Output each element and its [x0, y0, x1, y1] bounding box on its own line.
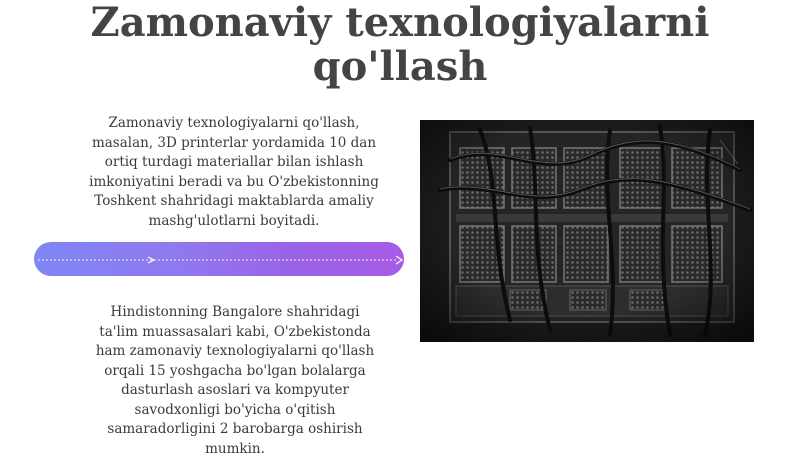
paragraph-1-line: ortiq turdagi materiallar bilan ishlash — [104, 154, 364, 170]
paragraph-2-line: ta'lim muassasalari kabi, O'zbekistonda — [99, 323, 371, 340]
paragraph-2-line: dasturlash asoslari va kompyuter — [121, 382, 349, 398]
paragraph-1 — [64, 114, 404, 231]
server-rack-illustration — [420, 120, 754, 342]
paragraph-1-line: mashg'ulotlarni boyitadi. — [148, 212, 320, 229]
title-line-2: qo'llash — [312, 43, 488, 90]
paragraph-2 — [60, 303, 410, 459]
bar-arrow-line — [34, 242, 404, 276]
paragraph-2-line: samaradorligini 2 barobarga oshirish — [107, 421, 363, 437]
paragraph-2-line: Hindistonning Bangalore shahridagi — [110, 304, 360, 320]
paragraph-1-line: imkoniyatini beradi va bu O'zbekistonning — [89, 173, 379, 190]
paragraph-1-line: masalan, 3D printerlar yordamida 10 dan — [91, 134, 377, 151]
paragraph-1-line: Zamonaviy texnologiyalarni qo'llash, — [108, 115, 360, 131]
paragraph-2-line: orqali 15 yoshgacha bo'lgan bolalarga — [104, 362, 366, 379]
title-line-1: Zamonaviy texnologiyalarni — [90, 0, 710, 46]
paragraph-2-line: savodxonligi bo'yicha o'qitish — [134, 401, 336, 418]
paragraph-2-line: ham zamonaviy texnologiyalarni qo'llash — [95, 343, 375, 359]
slide-title — [0, 1, 800, 89]
server-rack-image — [420, 120, 754, 342]
paragraph-2-line: mumkin. — [205, 440, 265, 457]
paragraph-1-line: Toshkent shahridagi maktablarda amaliy — [94, 193, 374, 209]
decorative-progress-bar — [34, 242, 404, 276]
